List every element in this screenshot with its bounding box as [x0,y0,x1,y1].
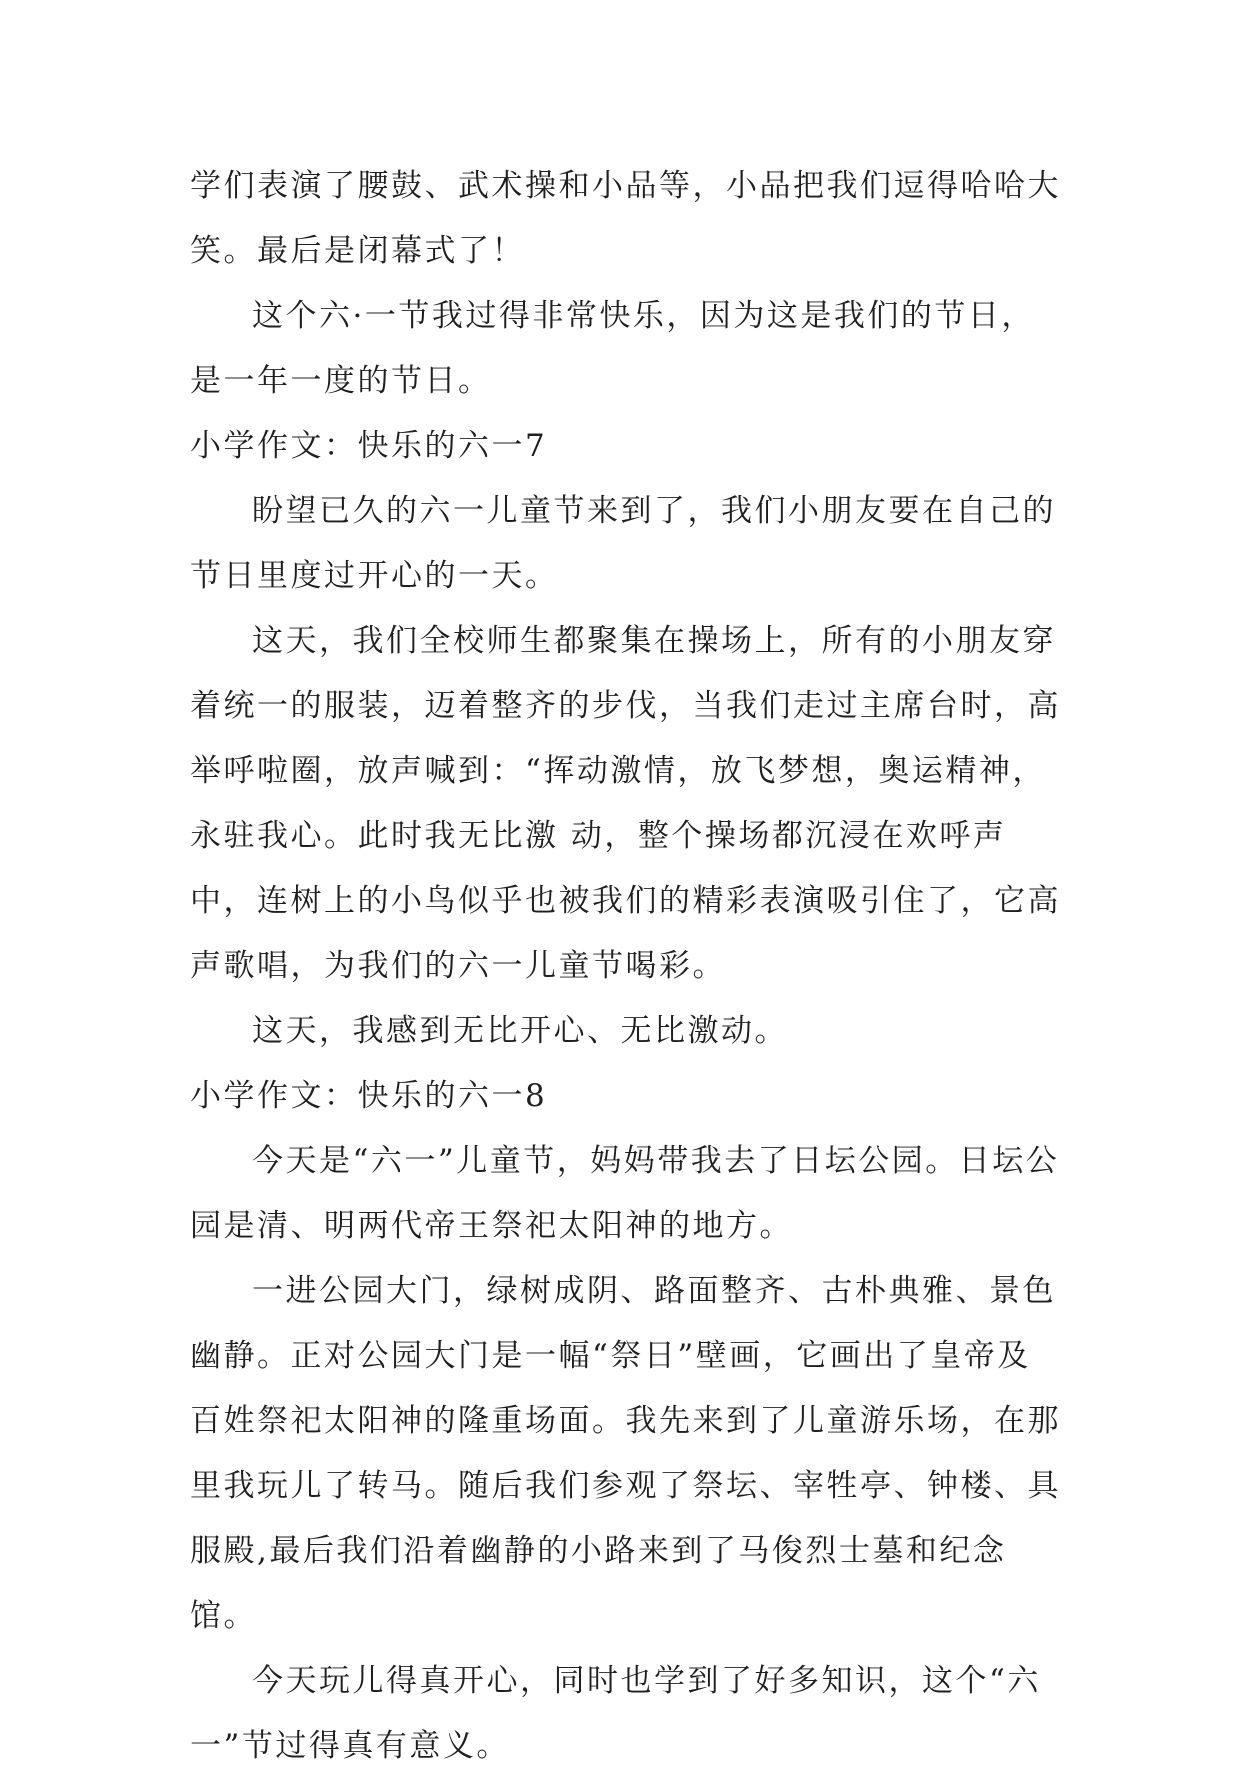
paragraph: 今天是“六一”儿童节，妈妈带我去了日坛公园。日坛公园是清、明两代帝王祭祀太阳神的地方。 [190,1143,1060,1244]
paragraph: 这天，我感到无比开心、无比激动。 [252,1013,788,1049]
paragraph: 这天，我们全校师生都聚集在操场上，所有的小朋友穿着统一的服装，迈着整齐的步伐，当我们走过主席台时，高举呼啦圈，放声喊到：“挥动激情，放飞梦想，奥运精神，永驻我心。此时我无比激 动，整个操场都沉浸在欢呼声中，连树上的小鸟似乎也被我们的精彩表演吸引住了，它高声歌唱，为我们的六一儿童节喝彩。 [190,623,1061,984]
section-heading: 小学作文：快乐的六一8 [190,1078,548,1114]
paragraph: 一进公园大门，绿树成阴、路面整齐、古朴典雅、景色幽静。正对公园大门是一幅“祭日”壁画，它画出了皇帝及百姓祭祀太阳神的隆重场面。我先来到了儿童游乐场，在那里我玩儿了转马。随后我们参观了祭坛、宰牲亭、钟楼、具服殿,最后我们沿着幽静的小路来到了马俊烈士墓和纪念馆。 [190,1273,1061,1634]
paragraph: 盼望已久的六一儿童节来到了，我们小朋友要在自己的节日里度过开心的一天。 [190,493,1056,594]
paragraph: 今天玩儿得真开心，同时也学到了好多知识，这个“六一”节过得真有意义。 [190,1663,1041,1764]
section-heading: 小学作文：快乐的六一7 [190,428,548,464]
paragraph-continuation: 学们表演了腰鼓、武术操和小品等，小品把我们逗得哈哈大笑。最后是闭幕式了！ [190,168,1061,269]
document-body [190,154,1062,1779]
paragraph: 这个六·一节我过得非常快乐，因为这是我们的节日，是一年一度的节日。 [190,298,1035,399]
